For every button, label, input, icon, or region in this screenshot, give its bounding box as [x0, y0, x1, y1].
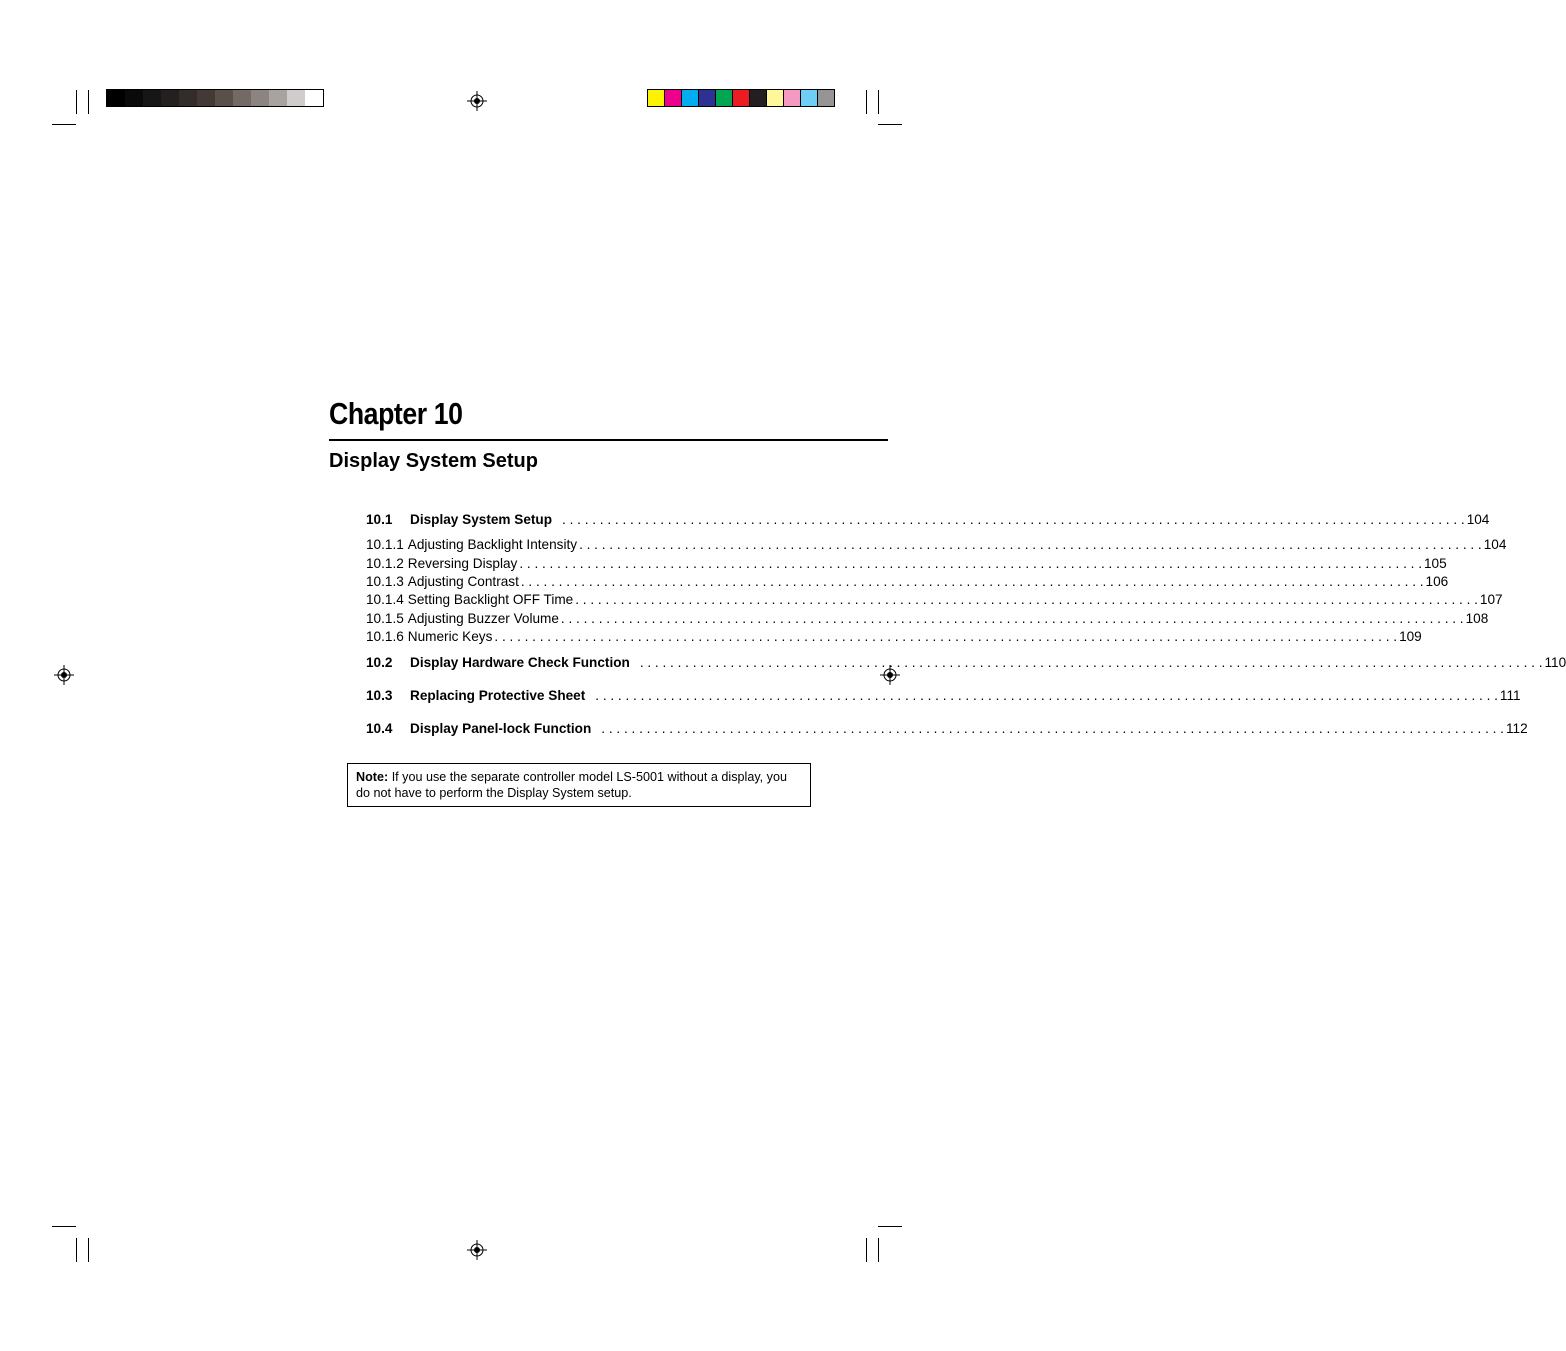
crop-mark	[878, 1238, 879, 1262]
note-text: If you use the separate controller model LS-5001 without a display, you do not have to perform the Display System setup.	[356, 770, 787, 800]
toc-entry-number: 10.1.6	[366, 629, 404, 644]
gray-swatch	[269, 90, 287, 106]
crop-mark	[866, 90, 867, 114]
toc-dot-leader: . . . . . . . . . . . . . . . . . . . . . . . . . . . . . . . . . . . . . . . . . . . . . . . . . . . . . . . . . . . . . . . . . . . . . . . . . . . . . . . . . . . . . . . . . . . . . . . . . . . . . . . . . . . . . . . . . . . . . . . .	[562, 512, 1465, 527]
chapter-title: Chapter 10	[329, 396, 463, 431]
toc-entry-number: 10.2	[366, 655, 393, 670]
toc-entry-page-number: 105	[1424, 556, 1447, 571]
gray-swatch	[161, 90, 179, 106]
gray-swatch	[125, 90, 143, 106]
toc-entry-number: 10.1	[366, 512, 393, 527]
toc-entry-title: Reversing Display	[407, 556, 518, 571]
gray-swatch	[179, 90, 197, 106]
gray-swatch	[197, 90, 215, 106]
toc-entry-title: Adjusting Contrast	[407, 574, 519, 589]
toc-subsection-entry[interactable]	[366, 592, 1503, 610]
chapter-subtitle: Display System Setup	[329, 450, 538, 472]
toc-dot-leader: . . . . . . . . . . . . . . . . . . . . . . . . . . . . . . . . . . . . . . . . . . . . . . . . . . . . . . . . . . . . . . . . . . . . . . . . . . . . . . . . . . . . . . . . . . . . . . . . . . . . . . . . . . . . . . . . . . . . . . . .	[575, 592, 1478, 607]
toc-dot-leader: . . . . . . . . . . . . . . . . . . . . . . . . . . . . . . . . . . . . . . . . . . . . . . . . . . . . . . . . . . . . . . . . . . . . . . . . . . . . . . . . . . . . . . . . . . . . . . . . . . . . . . . . . . . . . . . . . . . . . . . .	[595, 688, 1498, 703]
toc-entry-number: 10.1.3	[366, 574, 404, 589]
color-swatch	[664, 89, 682, 107]
toc-entry-number: 10.1.5	[366, 611, 404, 626]
toc-dot-leader: . . . . . . . . . . . . . . . . . . . . . . . . . . . . . . . . . . . . . . . . . . . . . . . . . . . . . . . . . . . . . . . . . . . . . . . . . . . . . . . . . . . . . . . . . . . . . . . . . . . . . . . . . . . . . . . . . . . . . . . .	[520, 574, 1424, 589]
toc-entry-title: Display Panel-lock Function	[410, 721, 592, 736]
toc-entry-title: Display System Setup	[410, 512, 553, 527]
toc-entry-title: Numeric Keys	[407, 629, 493, 644]
crop-mark	[88, 90, 89, 114]
process-color-bar	[647, 89, 834, 107]
toc-entry-number: 10.3	[366, 688, 393, 703]
toc-entry-number: 10.4	[366, 721, 393, 736]
chapter-title-rule	[329, 439, 888, 441]
toc-subsection-entry[interactable]	[366, 629, 1422, 647]
toc-dot-leader: . . . . . . . . . . . . . . . . . . . . . . . . . . . . . . . . . . . . . . . . . . . . . . . . . . . . . . . . . . . . . . . . . . . . . . . . . . . . . . . . . . . . . . . . . . . . . . . . . . . . . . . . . . . . . . . . . . . . . . . .	[601, 721, 1504, 736]
registration-mark-icon	[54, 665, 74, 685]
color-swatch	[749, 89, 767, 107]
gray-swatch	[287, 90, 305, 106]
toc-dot-leader: . . . . . . . . . . . . . . . . . . . . . . . . . . . . . . . . . . . . . . . . . . . . . . . . . . . . . . . . . . . . . . . . . . . . . . . . . . . . . . . . . . . . . . . . . . . . . . . . . . . . . . . . . . . . . . . . . . . . . . . .	[494, 629, 1398, 644]
toc-entry-page-number: 104	[1466, 512, 1490, 527]
toc-entry-page-number: 106	[1425, 574, 1449, 589]
gray-swatch	[143, 90, 161, 106]
toc-entry-page-number: 110	[1544, 655, 1566, 670]
toc-entry-title: Replacing Protective Sheet	[410, 688, 586, 703]
toc-entry-page-number: 107	[1479, 592, 1503, 607]
crop-mark	[878, 90, 879, 114]
toc-entry-number: 10.1.2	[366, 556, 404, 571]
toc-entry-page-number: 111	[1499, 688, 1521, 703]
toc-dot-leader: . . . . . . . . . . . . . . . . . . . . . . . . . . . . . . . . . . . . . . . . . . . . . . . . . . . . . . . . . . . . . . . . . . . . . . . . . . . . . . . . . . . . . . . . . . . . . . . . . . . . . . . . . . . . . . . . . . . . . . . .	[639, 655, 1543, 670]
color-swatch	[715, 89, 733, 107]
crop-mark	[76, 1238, 77, 1262]
toc-entry-title: Adjusting Buzzer Volume	[407, 611, 559, 626]
crop-mark	[866, 1238, 867, 1262]
crop-mark	[76, 90, 77, 114]
crop-mark	[878, 124, 902, 125]
gray-swatch	[251, 90, 269, 106]
toc-dot-leader: . . . . . . . . . . . . . . . . . . . . . . . . . . . . . . . . . . . . . . . . . . . . . . . . . . . . . . . . . . . . . . . . . . . . . . . . . . . . . . . . . . . . . . . . . . . . . . . . . . . . . . . . . . . . . . . . . . . . . . . .	[519, 556, 1422, 571]
toc-entry-title: Setting Backlight OFF Time	[407, 592, 574, 607]
gray-swatch	[305, 90, 323, 106]
color-swatch	[698, 89, 716, 107]
color-swatch	[681, 89, 699, 107]
color-swatch	[800, 89, 818, 107]
color-swatch	[783, 89, 801, 107]
toc-section-entry[interactable]	[366, 655, 1566, 673]
toc-entry-number: 10.1.4	[366, 592, 404, 607]
color-swatch	[766, 89, 784, 107]
toc-entry-page-number: 108	[1465, 611, 1489, 626]
gray-swatch	[215, 90, 233, 106]
gray-swatch	[233, 90, 251, 106]
crop-mark	[878, 1226, 902, 1227]
crop-mark	[88, 1238, 89, 1262]
toc-entry-title: Display Hardware Check Function	[410, 655, 630, 670]
gray-swatch	[107, 90, 125, 106]
toc-section-entry[interactable]	[366, 688, 1521, 706]
crop-mark	[52, 124, 76, 125]
toc-subsection-entry[interactable]	[366, 537, 1507, 555]
registration-mark-icon	[467, 1240, 487, 1260]
toc-section-entry[interactable]	[366, 512, 1490, 530]
toc-entry-title: Adjusting Backlight Intensity	[407, 537, 578, 552]
toc-subsection-entry[interactable]	[366, 556, 1447, 574]
toc-entry-page-number: 109	[1399, 629, 1422, 644]
color-swatch	[732, 89, 750, 107]
color-swatch	[817, 89, 835, 107]
color-swatch	[647, 89, 665, 107]
note-box	[347, 763, 811, 807]
toc-subsection-entry[interactable]	[366, 574, 1449, 592]
toc-section-entry[interactable]	[366, 721, 1528, 739]
toc-entry-page-number: 104	[1483, 537, 1507, 552]
toc-dot-leader: . . . . . . . . . . . . . . . . . . . . . . . . . . . . . . . . . . . . . . . . . . . . . . . . . . . . . . . . . . . . . . . . . . . . . . . . . . . . . . . . . . . . . . . . . . . . . . . . . . . . . . . . . . . . . . . . . . . . . . . .	[560, 611, 1464, 626]
toc-entry-page-number: 112	[1505, 721, 1528, 736]
note-label: Note:	[356, 770, 389, 784]
crop-mark	[52, 1226, 76, 1227]
registration-mark-icon	[467, 91, 487, 111]
toc-dot-leader: . . . . . . . . . . . . . . . . . . . . . . . . . . . . . . . . . . . . . . . . . . . . . . . . . . . . . . . . . . . . . . . . . . . . . . . . . . . . . . . . . . . . . . . . . . . . . . . . . . . . . . . . . . . . . . . . . . . . . . . .	[579, 537, 1482, 552]
grayscale-color-bar	[106, 89, 324, 107]
toc-subsection-entry[interactable]	[366, 611, 1489, 629]
toc-entry-number: 10.1.1	[366, 537, 404, 552]
